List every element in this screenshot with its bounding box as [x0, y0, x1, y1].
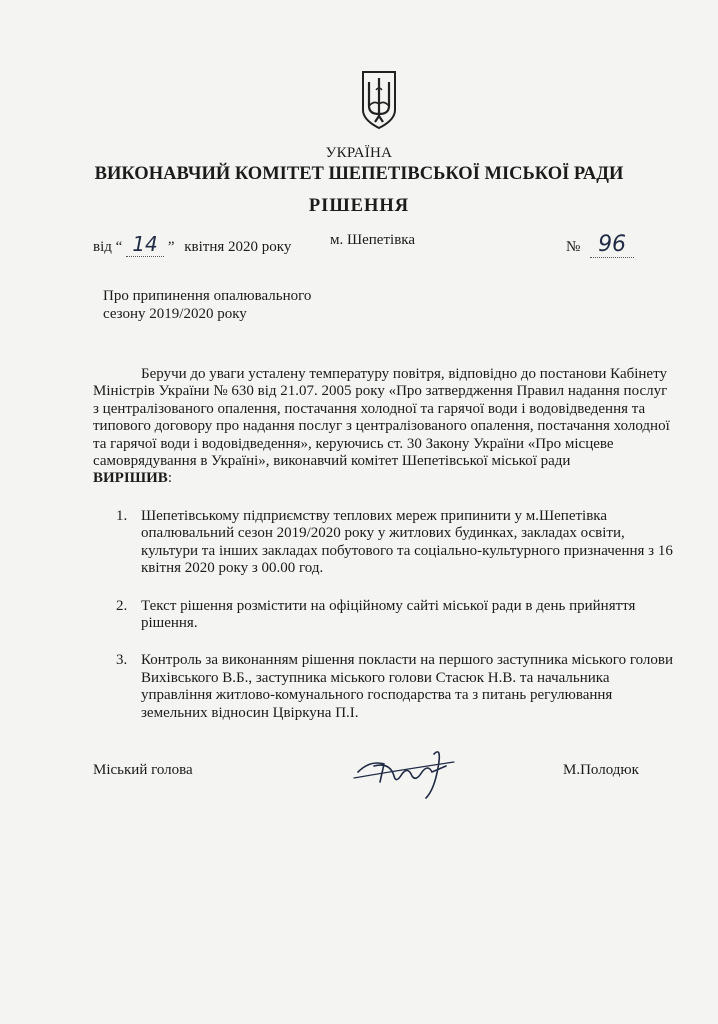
item-number: 3.: [116, 652, 128, 669]
document-type-heading: РІШЕННЯ: [308, 196, 410, 216]
trident-emblem-icon: [360, 70, 398, 130]
item-text: Шепетівському підприємству теплових мереж припинити у м.Шепетівка опалювальний сезон 2019/2020 року у житлових будинках, закладах освіти, культури та інших закладах побутового та соціально-культурного призначення з 16 квітня 2020 року з 00.00 год.: [141, 508, 673, 577]
subject-line-1: Про припинення опалювального: [103, 288, 312, 304]
date-day-field: [126, 232, 164, 257]
country-heading: УКРАЇНА: [325, 145, 393, 161]
preamble-text: Беручи до уваги усталену температуру повітря, відповідно до постанови Кабінету Міністрів України № 630 від 21.07. 2005 року «Про затвердження Правил надання послуг з централізованого опалення, постачання холодної та гарячої води і водовідведення та типового договору про надання послуг з централізованого опалення, постачання холодної та гарячої води і водовідведення», керуючись ст. 30 Закону України «Про місцеве самоврядування в Україні», виконавчий комітет Шепетівської міської ради: [93, 366, 670, 470]
date-close-quote: ”: [167, 239, 175, 255]
signatory-position: Міський голова: [93, 762, 193, 778]
date-month-year: квітня 2020 року: [184, 239, 292, 255]
preamble-paragraph: [93, 366, 673, 488]
decision-item: [116, 652, 676, 722]
decision-item: [116, 598, 676, 633]
item-text: Контроль за виконанням рішення покласти на першого заступника міського голови Вихівського В.Б., заступника міського голови Стасюк Н.В. та начальника управління житлово-комунального господарства та з питань регулювання земельних відносин Цвіркуна П.І.: [141, 652, 674, 721]
date-day-handwritten: 14: [132, 232, 158, 256]
decision-items-list: [116, 508, 676, 742]
decision-item: [116, 508, 676, 578]
item-number: 2.: [116, 597, 128, 614]
decision-number-handwritten: 96: [598, 232, 627, 257]
item-text: Текст рішення розмістити на офіційному сайті міської ради в день прийняття рішення.: [141, 597, 636, 632]
committee-heading: ВИКОНАВЧИЙ КОМІТЕТ ШЕПЕТІВСЬКОЇ МІСЬКОЇ РАДИ: [94, 164, 624, 184]
date-open-quote: “: [115, 239, 123, 255]
decision-number-line: [566, 232, 634, 258]
decision-subject: [103, 288, 311, 323]
signatory-name: М.Полодюк: [563, 762, 639, 778]
decision-number-field: [590, 232, 634, 258]
number-label: №: [566, 239, 581, 255]
date-prefix: від: [93, 239, 112, 255]
date-line: [93, 232, 291, 257]
item-number: 1.: [116, 508, 128, 524]
resolved-keyword: ВИРІШИВ: [93, 470, 168, 487]
resolved-colon: :: [167, 470, 172, 487]
handwritten-signature-icon: [350, 742, 460, 802]
subject-line-2: сезону 2019/2020 року: [103, 305, 247, 322]
city: м. Шепетівка: [330, 232, 415, 248]
